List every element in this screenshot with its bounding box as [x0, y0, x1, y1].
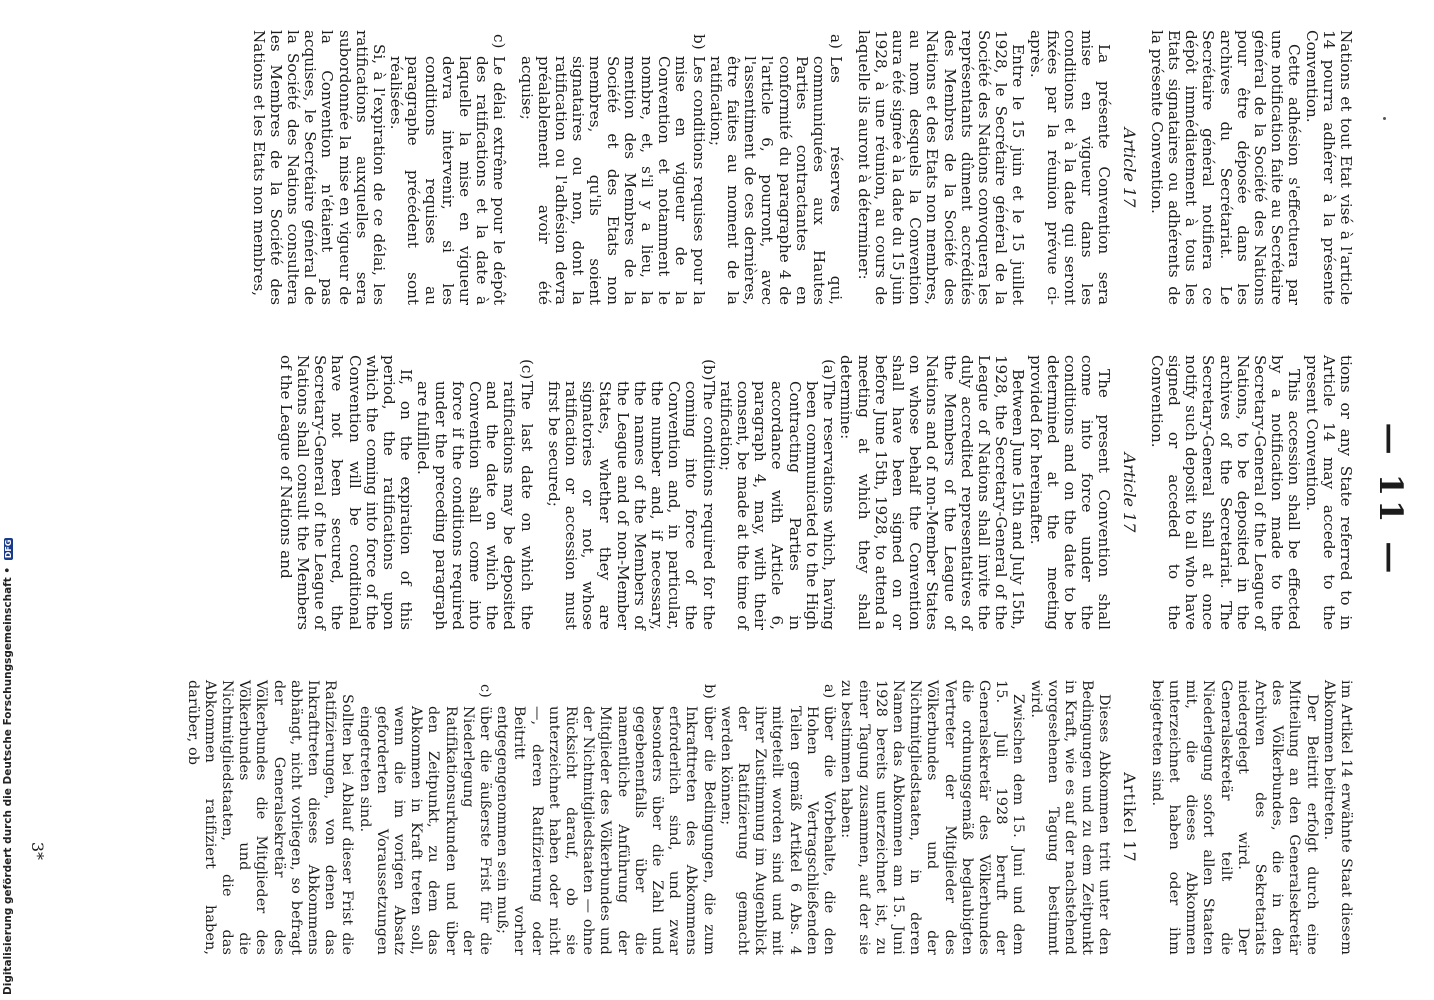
fr-paragraph-5: Si, à l'expiration de ce délai, les ratifications auxquelles sera subordonnée la mise en vigueur de la Convention n'étaient pas acquises, le Secrétaire général de la Société des Nations consultera les Membres de la Société des Nations et les Etats non membres, [249, 30, 389, 305]
en-paragraph-3: The present Convention shall come into force under the conditions and on the date to be determined at the meeting provided for hereinafter. [1026, 355, 1114, 630]
de-article-heading: Artikel 17 [1119, 772, 1139, 863]
fr-paragraph-2: Cette adhésion s'effectuera par une notification faite au Secrétaire général de la Société des Nations pour être déposée dans les archives du Secrétariat. Le Secrétaire général notifiera ce dépôt immédiatement à tous les Etats signataires ou adhérents de la présente Convention. [1147, 30, 1304, 305]
en-item-a-text: The reservations which, having been communicated to the High Contracting Parties in accordance with Article 6, paragraph 4, may, with their consent, be made at the time of ratification; [716, 381, 839, 630]
fr-paragraph-1: Nations et tout Etat visé à l'article 14 pourra adhérer à la présente Convention. [1302, 30, 1355, 305]
french-column [249, 30, 1354, 305]
de-item-c [355, 680, 493, 955]
de-item-b [493, 680, 717, 955]
english-column [277, 355, 1354, 630]
fr-item-b-label: b) [689, 34, 708, 50]
de-paragraph-3: Dieses Abkommen tritt unter den Bedingungen und zu dem Zeitpunkt in Kraft, wie es auf der nachstehend vorgesehenen Tagung bestimmt wird. [1027, 680, 1113, 955]
scan-speck [1383, 117, 1386, 120]
digitization-footer: Digitalisierung gefördert durch die Deutsche Forschungsgemeinschaft • DFG [2, 539, 14, 995]
en-paragraph-5: If, on the expiration of this period, the ratifications upon which the coming into force of the Convention will be conditional have not been secured, the Secretary-General of the League of Nations shall consult the Members of the League of Nations and [276, 355, 416, 630]
fr-paragraph-4: Entre le 15 juin et le 15 juillet 1928, le Secrétaire général de la Société des Nations convoquera les représentants dûment accrédités des Membres de la Société des Nations et des Etats non membres, au nom desquels la Convention aura été signée à la date du 15 juin 1928, à une réunion, au cours de laquelle ils auront à déterminer: [854, 30, 1028, 305]
en-paragraph-1: tions or any State referred to in Article 14 may accede to the present Convention. [1302, 355, 1355, 630]
en-item-b-text: The conditions required for the coming into force of the Convention and, in particular, the number and, if necessary, the names of the Members of the League and of non-Member States, whether they are signatories or not, whose ratification or accession must first be secured; [544, 381, 718, 630]
en-item-a [717, 355, 837, 630]
de-item-a-label: a) [821, 684, 838, 699]
fr-item-b [517, 30, 706, 305]
de-paragraph-2: Der Beitritt erfolgt durch eine Mitteilung an den Generalsekretär des Völkerbundes, die in den Archiven des Sekretariats niedergelegt wird. Der Generalsekretär teilt die Niederlegung sofort allen Staaten mit, die dieses Abkommen unterzeichnet haben oder ihm beigetreten sind. [1148, 680, 1320, 955]
en-paragraph-4: Between June 15th and July 15th, 1928, the Secretary-General of the League of Nations shall invite the duly accredited representatives of the Members of the League of Nations and of non-Member States on whose behalf the Convention shall have been signed on or before June 15th, 1928, to attend a meeting at which they shall determine: [837, 355, 1028, 630]
en-item-c [414, 355, 534, 630]
page-number: — 11 — [1372, 422, 1410, 578]
footer-text: Digitalisierung gefördert durch die Deutsche Forschungsgemeinschaft [2, 577, 14, 995]
german-column [183, 680, 1354, 955]
de-item-b-label: b) [700, 684, 717, 700]
dfg-logo: DFG [4, 539, 13, 559]
fr-item-a [707, 30, 845, 305]
en-item-a-label: (a) [820, 359, 839, 380]
en-item-b [545, 355, 717, 630]
en-item-b-label: (b) [699, 359, 718, 381]
en-item-c-text: The last date on which the ratifications may be deposited and the date on which the Convention shall come into force if the conditions required under the preceding paragraph are fulfilled. [414, 381, 536, 630]
de-paragraph-4: Zwischen dem 15. Juni und dem 15. Juli 1928 beruft der Generalsekretär des Völkerbundes die ordnungsgemäß beglaubigten Vertreter der Mitglieder des Völkerbundes und der Nichtmitgliedstaaten, in deren Namen das Abkommen am 15. Juni 1928 bereits unterzeichnet ist, zu einer Tagung zusammen, auf der sie zu bestimmen haben: [838, 680, 1027, 955]
en-item-c-label: (c) [517, 359, 536, 380]
de-item-c-label: c) [477, 684, 494, 698]
fr-article-heading: Article 17 [1119, 127, 1139, 208]
de-item-a-text: über die Vorbehalte, die den Hohen Vertragschließenden Teilen gemäß Artikel 6 Abs. 4 mitgeteilt worden sind und mit ihrer Zustimmung im Augenblick der Ratifizierung gemacht werden können; [717, 706, 838, 955]
fr-item-c-text: Le délai extrême pour le dépôt des ratifications et la date à laquelle la mise en vigueur devra intervenir, si les conditions requises au paragraphe précédent sont réalisées. [387, 56, 509, 305]
en-article-heading: Article 17 [1119, 452, 1139, 533]
de-item-a [717, 680, 837, 955]
fr-paragraph-3: La présente Convention sera mise en vigueur dans les conditions et à la date qui seront fixées par la réunion prévue ci-après. [1026, 30, 1114, 305]
de-item-c-text: über die äußerste Frist für die Niederlegung der Ratifikationsurkunden und über den Zeitpunkt, zu dem das Abkommen in Kraft treten soll, wenn die im vorigen Absatz geforderten Voraussetzungen eingetreten sind. [356, 706, 494, 955]
signature-mark: 3* [28, 841, 47, 860]
fr-item-b-text: Les conditions requises pour la mise en vigueur de la Convention et notamment le nombre, et, s'il y a lieu, la mention des Membres de la Société et des Etats non membres, qu'ils soient signataires ou non, dont la ratification ou l'adhésion devra préalablement avoir été acquise; [517, 56, 708, 305]
fr-item-a-label: a) [827, 34, 846, 49]
de-paragraph-5: Sollten bei Ablauf dieser Frist die Ratifizierungen, von denen das Inkrafttreten dieses Abkommens abhängt, nicht vorliegen, so befragt der Generalsekretär des Völkerbundes die Mitglieder des Völkerbundes und die Nichtmitgliedstaaten, die das Abkommen ratifiziert haben, darüber, ob [184, 680, 356, 955]
de-paragraph-1: im Artikel 14 erwähnte Staat diesem Abkommen beitreten. [1320, 680, 1354, 955]
en-paragraph-2: This accession shall be effected by a notification made to the Secretary-General of the League of Nations, to be deposited in the archives of the Secretariat. The Secretary-General shall at once notify such deposit to all who have signed or acceded to the Convention. [1147, 355, 1304, 630]
de-item-b-text: über die Bedingungen, die zum Inkrafttreten des Abkommens erforderlich sind, und zwar besonders über die Zahl und gegebenenfalls über die namentliche Anführung der Mitglieder des Völkerbundes und der Nichtmitgliedstaaten — ohne Rücksicht darauf, ob sie unterzeichnet haben oder nicht —, deren Ratifizierung oder Beitritt vorher entgegengenommen sein muß; [494, 706, 717, 955]
fr-item-c-label: c) [490, 34, 509, 49]
fr-item-c [387, 30, 507, 305]
fr-item-a-text: Les réserves qui, communiquées aux Hautes Parties contractantes en conformité du paragraphe 4 de l'article 6, pourront, avec l'assentiment de ces dernières, être faites au moment de la ratification; [706, 56, 846, 305]
